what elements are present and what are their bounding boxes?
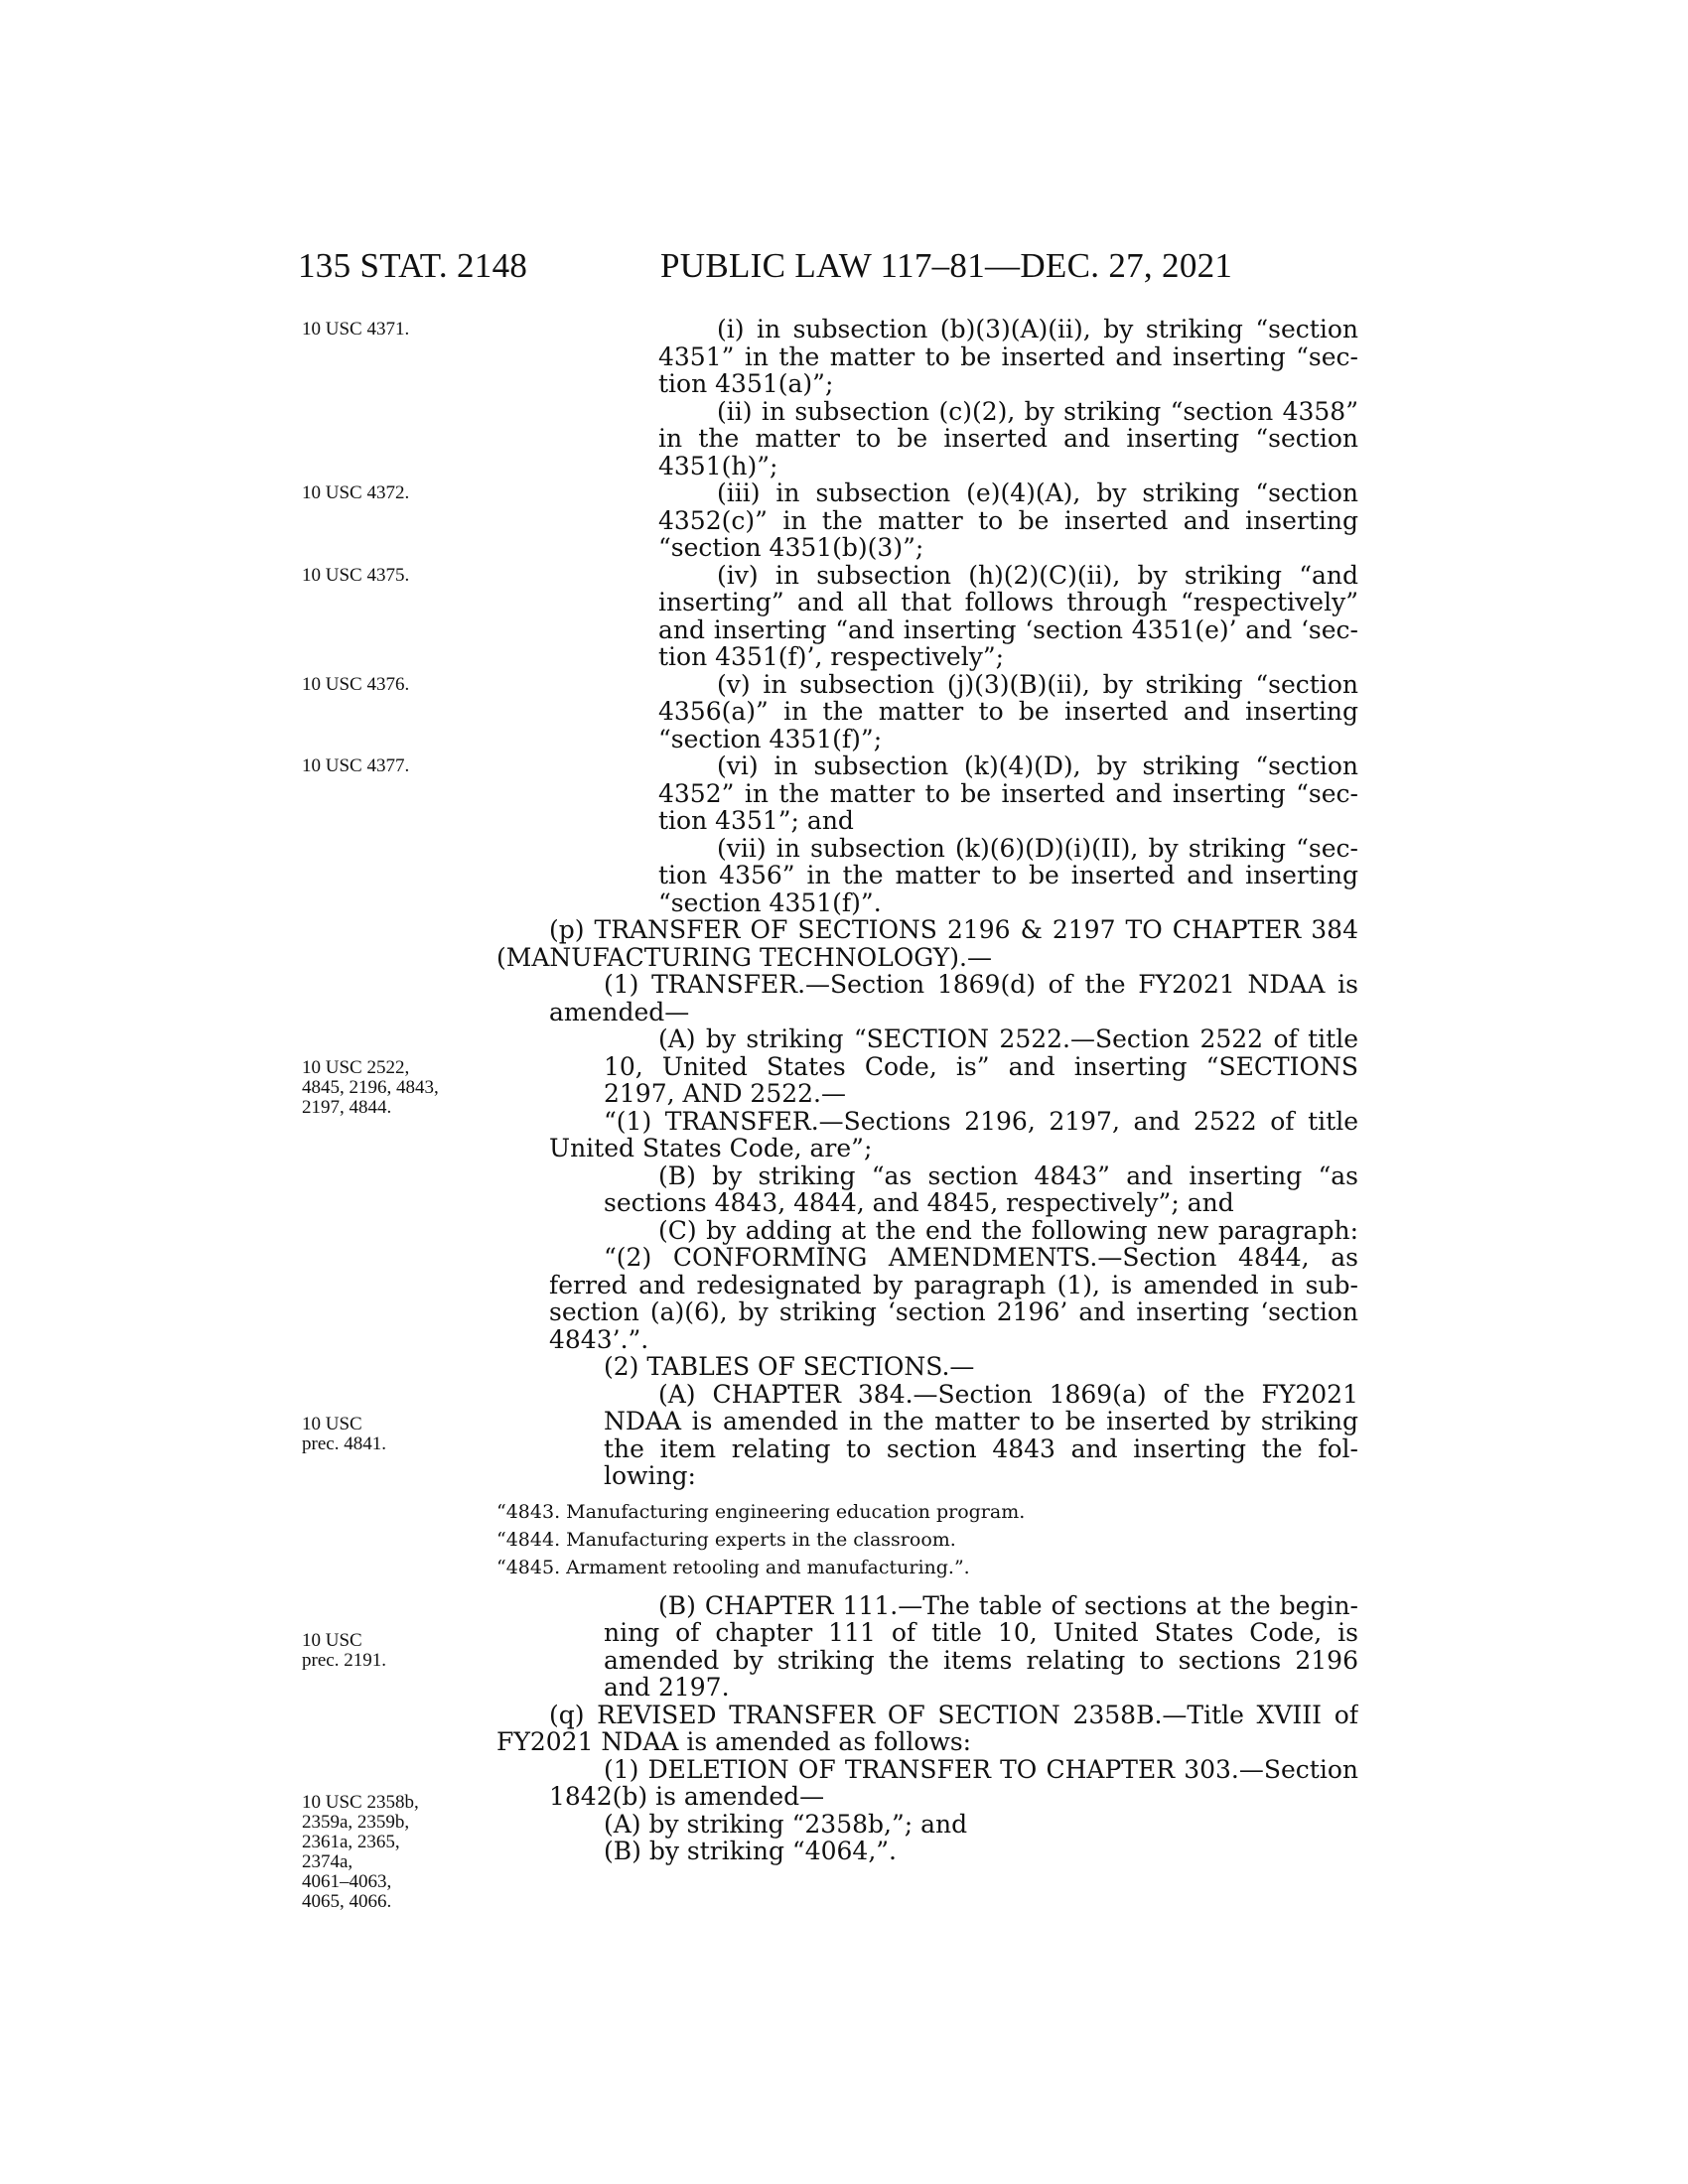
- text-line: 1842(b) is amended—: [549, 1782, 825, 1811]
- margin-note: 4845, 2196, 4843,: [302, 1077, 439, 1098]
- text-line: tion 4351”; and: [658, 806, 854, 835]
- text-line: (2) TABLES OF SECTIONS.—: [604, 1352, 975, 1381]
- text-line: NDAA is amended in the matter to be inserted by striking: [604, 1408, 1358, 1435]
- table-of-sections-item: “4845. Armament retooling and manufacturing.”.: [496, 1557, 970, 1578]
- text-line: tion 4351(f)’, respectively”;: [658, 642, 1005, 671]
- table-of-sections-item: “4844. Manufacturing experts in the classroom.: [496, 1529, 956, 1551]
- margin-note: 10 USC 4375.: [302, 565, 410, 586]
- margin-note: 2359a, 2359b,: [302, 1812, 410, 1833]
- text-line: (iii) in subsection (e)(4)(A), by striking “section: [717, 479, 1358, 507]
- text-line: (B) CHAPTER 111.—The table of sections at the begin-: [658, 1592, 1358, 1620]
- margin-note: prec. 2191.: [302, 1650, 386, 1671]
- text-line: “section 4351(f)”;: [658, 725, 883, 753]
- text-line: (A) by striking “SECTION 2522.—Section 2522 of title: [658, 1025, 1358, 1053]
- text-line: ning of chapter 111 of title 10, United States Code, is: [604, 1619, 1358, 1647]
- text-line: section (a)(6), by striking ‘section 2196’ and inserting ‘section: [549, 1298, 1358, 1326]
- text-line: “(2) CONFORMING AMENDMENTS.—Section 4844, as: [604, 1244, 1358, 1272]
- text-line: (A) CHAPTER 384.—Section 1869(a) of the FY2021: [658, 1381, 1358, 1409]
- text-line: and inserting “and inserting ‘section 4351(e)’ and ‘sec-: [658, 616, 1358, 644]
- margin-note: 2197, 4844.: [302, 1097, 392, 1118]
- text-line: in the matter to be inserted and inserting “section: [658, 425, 1358, 453]
- text-line: 10, United States Code, is” and inserting “SECTIONS: [604, 1053, 1358, 1081]
- text-line: lowing:: [604, 1461, 696, 1490]
- margin-note: 2361a, 2365,: [302, 1832, 400, 1852]
- table-of-sections-item: “4843. Manufacturing engineering education program.: [496, 1501, 1026, 1523]
- margin-note: 10 USC 2358b,: [302, 1792, 419, 1813]
- text-line: and 2197.: [604, 1673, 730, 1702]
- text-line: tion 4351(a)”;: [658, 369, 834, 398]
- margin-note: 10 USC: [302, 1630, 362, 1651]
- text-line: amended—: [549, 998, 690, 1026]
- text-line: (v) in subsection (j)(3)(B)(ii), by striking “section: [717, 671, 1358, 699]
- margin-note: 10 USC 4371.: [302, 319, 410, 340]
- text-line: “section 4351(f)”.: [658, 888, 882, 917]
- text-line: (B) by striking “4064,”.: [604, 1837, 897, 1865]
- text-line: (vii) in subsection (k)(6)(D)(i)(II), by striking “sec-: [717, 835, 1358, 863]
- text-line: “(1) TRANSFER.—Sections 2196, 2197, and 2522 of title: [604, 1108, 1358, 1136]
- margin-note: 10 USC: [302, 1414, 362, 1434]
- text-line: 4351” in the matter to be inserted and inserting “sec-: [658, 343, 1358, 371]
- text-line: (vi) in subsection (k)(4)(D), by striking “section: [717, 752, 1358, 780]
- text-line: 4356(a)” in the matter to be inserted and inserting: [658, 698, 1358, 726]
- section-heading-line: (p) TRANSFER OF SECTIONS 2196 & 2197 TO CHAPTER 384: [549, 916, 1358, 944]
- text-line: (C) by adding at the end the following new paragraph:: [658, 1217, 1358, 1245]
- text-line: (A) by striking “2358b,”; and: [604, 1810, 968, 1839]
- text-line: (iv) in subsection (h)(2)(C)(ii), by striking “and: [717, 562, 1358, 590]
- text-line: 4352(c)” in the matter to be inserted and inserting: [658, 507, 1358, 535]
- text-line: “section 4351(b)(3)”;: [658, 533, 924, 562]
- text-line: 4352” in the matter to be inserted and inserting “sec-: [658, 780, 1358, 808]
- section-heading-line: (MANUFACTURING TECHNOLOGY).—: [496, 943, 992, 972]
- text-line: amended by striking the items relating to sections 2196: [604, 1647, 1358, 1675]
- text-line: tion 4356” in the matter to be inserted and inserting: [658, 862, 1358, 889]
- text-line: sections 4843, 4844, and 4845, respectively”; and: [604, 1188, 1234, 1217]
- margin-note: 10 USC 2522,: [302, 1057, 410, 1078]
- margin-note: 4061–4063,: [302, 1871, 392, 1892]
- margin-note: 2374a,: [302, 1851, 353, 1872]
- text-line: 4843’.”.: [549, 1325, 649, 1354]
- text-line: FY2021 NDAA is amended as follows:: [496, 1727, 972, 1756]
- text-line: 2197, AND 2522.—: [604, 1079, 847, 1108]
- text-line: (ii) in subsection (c)(2), by striking “section 4358”: [717, 398, 1358, 426]
- margin-note: 10 USC 4376.: [302, 674, 410, 695]
- margin-note: prec. 4841.: [302, 1433, 386, 1454]
- page-law-title: PUBLIC LAW 117–81—DEC. 27, 2021: [660, 246, 1233, 285]
- text-line: the item relating to section 4843 and inserting the fol-: [604, 1435, 1358, 1463]
- margin-note: 10 USC 4377.: [302, 755, 410, 776]
- text-line: (B) by striking “as section 4843” and inserting “as: [658, 1162, 1358, 1190]
- text-line: (i) in subsection (b)(3)(A)(ii), by striking “section: [717, 316, 1358, 343]
- text-line: United States Code, are”;: [549, 1134, 873, 1162]
- margin-note: 4065, 4066.: [302, 1891, 392, 1912]
- text-line: inserting” and all that follows through “respectively”: [658, 589, 1358, 616]
- page-stat-citation: 135 STAT. 2148: [298, 246, 528, 285]
- text-line: 4351(h)”;: [658, 452, 778, 480]
- text-line: (1) DELETION OF TRANSFER TO CHAPTER 303.—Section: [604, 1756, 1358, 1784]
- section-heading-line: (q) REVISED TRANSFER OF SECTION 2358B.—Title XVIII of: [549, 1702, 1358, 1729]
- text-line: (1) TRANSFER.—Section 1869(d) of the FY2021 NDAA is: [604, 971, 1358, 999]
- text-line: ferred and redesignated by paragraph (1), is amended in sub-: [549, 1272, 1358, 1299]
- margin-note: 10 USC 4372.: [302, 482, 410, 503]
